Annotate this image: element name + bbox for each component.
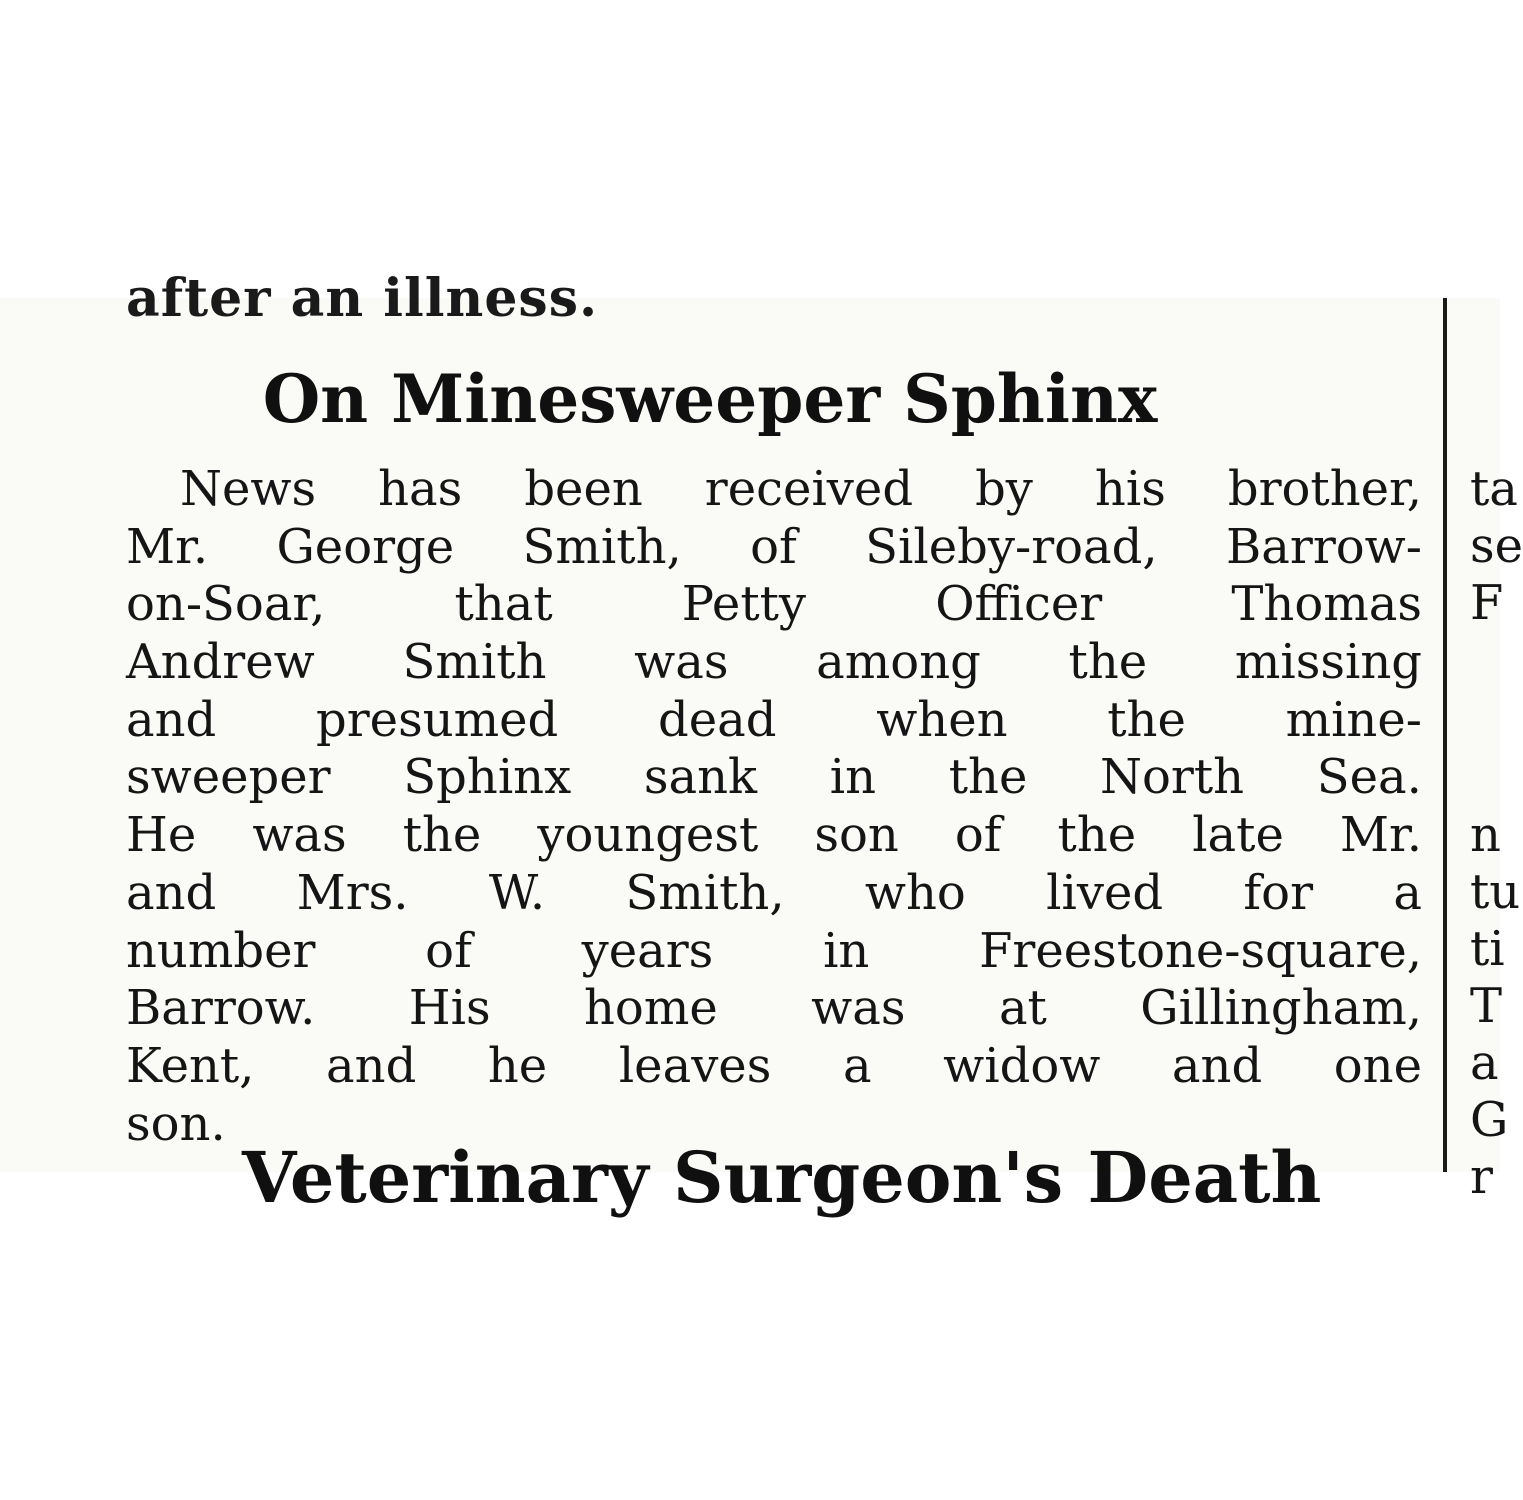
adjacent-column-fragment: r — [1470, 1149, 1493, 1205]
body-word: sweeper — [126, 749, 331, 806]
body-word: Smith, — [625, 864, 785, 921]
body-word: of — [425, 922, 472, 979]
body-word: Mrs. — [296, 864, 409, 921]
body-word: Thomas — [1231, 576, 1422, 633]
next-article-headline: Veterinary Surgeon's Death — [242, 1136, 1322, 1219]
body-word: dead — [657, 691, 777, 748]
body-line — [126, 461, 1422, 519]
body-word: late — [1192, 807, 1284, 864]
body-word: News — [180, 461, 317, 517]
body-word: who — [864, 864, 966, 921]
body-word: was — [634, 634, 729, 691]
previous-article-tail: after an illness. — [126, 268, 599, 329]
body-word: mine- — [1285, 691, 1422, 748]
body-word: was — [252, 807, 347, 864]
body-word: W. — [488, 864, 546, 921]
adjacent-column-fragment: n — [1470, 807, 1501, 863]
article-body — [126, 461, 1422, 1153]
body-line — [126, 865, 1422, 923]
body-word: the — [402, 807, 482, 864]
body-word: one — [1333, 1037, 1422, 1094]
body-line — [126, 519, 1422, 577]
body-word: Petty — [681, 576, 807, 633]
body-word: among — [816, 634, 981, 691]
body-word: been — [524, 461, 643, 517]
body-word: and — [126, 864, 217, 921]
body-word: North — [1100, 749, 1245, 806]
body-word: He — [126, 807, 197, 864]
body-word: Mr. — [1339, 807, 1422, 864]
body-word: brother, — [1227, 461, 1422, 517]
body-word: by — [975, 461, 1033, 517]
body-word: Gillingham, — [1140, 980, 1422, 1037]
body-word: the — [1057, 807, 1137, 864]
adjacent-column-fragment: T — [1470, 978, 1503, 1034]
body-word: number — [126, 922, 316, 979]
body-word: son — [814, 807, 899, 864]
adjacent-column-fragment: G — [1470, 1092, 1509, 1148]
adjacent-column-fragment: tu — [1470, 864, 1521, 920]
body-word: son. — [126, 1095, 226, 1152]
body-word: lived — [1046, 864, 1164, 921]
body-word: Kent, — [126, 1037, 255, 1094]
column-rule — [1443, 298, 1447, 1172]
body-line — [126, 692, 1422, 750]
newspaper-clipping — [0, 268, 1523, 1219]
body-word: at — [998, 980, 1047, 1037]
body-word: and — [326, 1037, 417, 1094]
body-word: has — [378, 461, 463, 517]
body-word: Smith, — [522, 518, 682, 575]
body-line — [126, 807, 1422, 865]
body-word: his — [1094, 461, 1166, 517]
body-word: when — [876, 691, 1008, 748]
body-word: George — [276, 518, 455, 575]
adjacent-column-fragment: ta — [1470, 461, 1518, 517]
body-line — [126, 980, 1422, 1038]
body-word: the — [1107, 691, 1186, 748]
body-word: sank — [643, 749, 758, 806]
body-word: missing — [1234, 634, 1422, 691]
body-word: for — [1243, 864, 1314, 921]
body-line — [126, 923, 1422, 981]
body-word: a — [842, 1037, 872, 1094]
body-word: of — [750, 518, 797, 575]
adjacent-column-fragment: a — [1470, 1035, 1499, 1091]
body-word: Barrow. — [126, 980, 316, 1037]
body-word: received — [704, 461, 914, 517]
body-word: Mr. — [126, 518, 209, 575]
body-word: Smith — [402, 634, 547, 691]
adjacent-column-fragment: F — [1470, 575, 1504, 631]
body-line — [126, 1038, 1422, 1096]
body-word: youngest — [537, 807, 759, 864]
body-word: Sphinx — [403, 749, 572, 806]
body-word: years — [581, 922, 714, 979]
body-word: widow — [943, 1037, 1101, 1094]
body-word: Sileby-road, — [865, 518, 1158, 575]
article-headline: On Minesweeper Sphinx — [262, 360, 1158, 438]
body-word: in — [829, 749, 877, 806]
body-word: was — [811, 980, 906, 1037]
body-word: in — [823, 922, 870, 979]
body-word: home — [584, 980, 718, 1037]
body-word: a — [1393, 864, 1422, 921]
body-word: Barrow- — [1226, 518, 1422, 575]
body-word: the — [1068, 634, 1148, 691]
body-word: Sea. — [1316, 749, 1422, 806]
body-word: the — [948, 749, 1028, 806]
body-word: Officer — [935, 576, 1103, 633]
body-line — [126, 634, 1422, 692]
body-word: Andrew — [126, 634, 315, 691]
body-word: that — [454, 576, 553, 633]
body-word: of — [954, 807, 1002, 864]
adjacent-column-fragment: ti — [1470, 921, 1505, 977]
body-word: he — [487, 1037, 548, 1094]
adjacent-column-fragment: se — [1470, 518, 1523, 574]
body-line — [126, 749, 1422, 807]
body-word: leaves — [618, 1037, 772, 1094]
body-word: Freestone-square, — [979, 922, 1422, 979]
body-line — [126, 576, 1422, 634]
body-word: and — [126, 691, 217, 748]
body-word: and — [1171, 1037, 1263, 1094]
body-word: on-Soar, — [126, 576, 326, 633]
body-word: presumed — [315, 691, 559, 748]
body-word: His — [408, 980, 491, 1037]
